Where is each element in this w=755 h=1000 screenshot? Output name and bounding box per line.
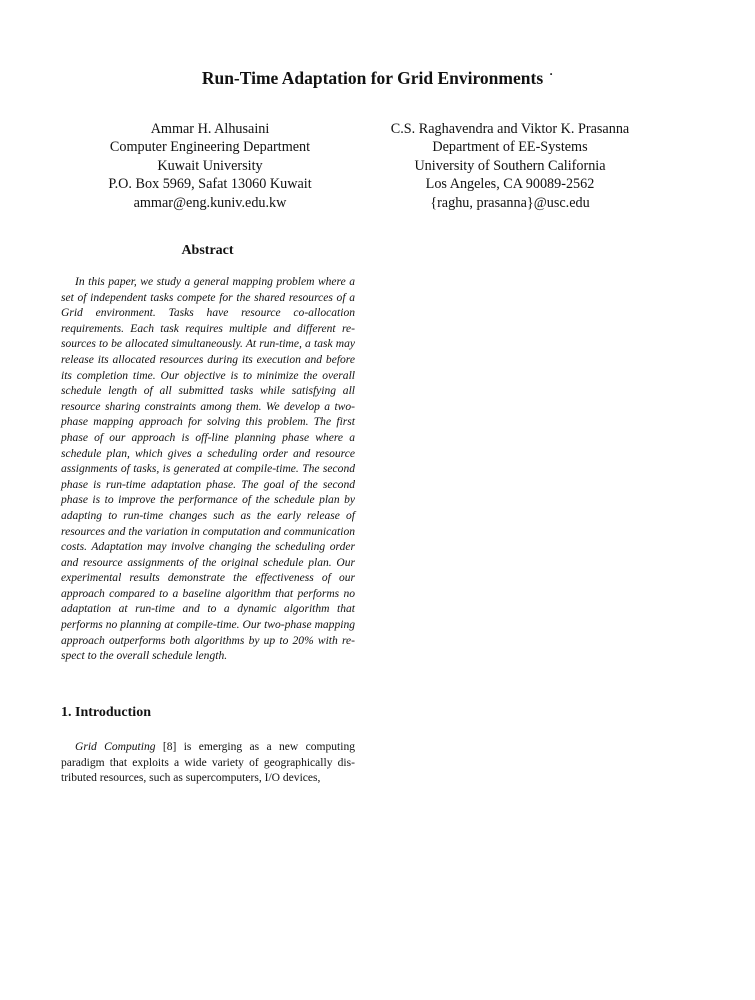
paper-title [0,68,755,89]
author-block-right [360,120,660,212]
author-name: C.S. Raghavendra and Viktor K. Prasanna [390,121,630,137]
section-heading-introduction: 1. Introduction [61,705,151,720]
author-block-left [60,120,360,212]
intro-lead-italic: Grid Computing [75,741,156,753]
introduction-paragraph [61,740,355,787]
title-footnote-mark: · [549,67,554,81]
intro-text: [8] is emerging as a new computing paradigm that exploits a wide variety of geographically distributed resources, such as supercomputers, I/O devices, [61,741,356,785]
author-email: {raghu, prasanna}@usc.edu [430,194,590,211]
author-institution: Kuwait University [157,157,263,174]
author-address: P.O. Box 5969, Safat 13060 Kuwait [108,176,312,193]
abstract-heading: Abstract [181,243,234,258]
author-institution: University of Southern California [414,157,606,174]
author-name: Ammar H. Alhusaini [150,121,270,137]
author-department: Department of EE-Systems [432,139,588,156]
title-text: Run-Time Adaptation for Grid Environments [201,68,544,88]
abstract-body: In this paper, we study a general mapping problem where a set of independent tasks compete for the shared resources of a Grid environment. Tasks have resource co-allocation requirements. Each task requires multiple and different resources to be allocated simultaneously. At run-time, a task may release its allocated resources during its execution and before its completion time. Our objective is to minimize the overall schedule length of all submitted tasks while satisfying all resource sharing constraints among them. We develop a two-phase mapping approach for solving this problem. The first phase of our approach is off-line planning phase where a schedule plan, which gives a scheduling order and resource assignments of tasks, is generated at compile-time. The second phase is run-time adaptation phase. The goal of the second phase is to improve the performance of the schedule plan by adapting to run-time changes such as the early release of resources and the variation in computation and communication costs. Adaptation may involve changing the scheduling order and resource assignments of the original schedule plan. Our experimental results demonstrate the effectiveness of our approach compared to a baseline algorithm that performs no adaptation at run-time and to a dynamic algorithm that performs no planning at compile-time. Our two-phase mapping approach outperforms both algorithms by up to 20% with respect to the overall schedule length. [61,276,355,663]
author-department: Computer Engineering Department [109,139,311,156]
author-address: Los Angeles, CA 90089-2562 [425,176,595,193]
author-email: ammar@eng.kuniv.edu.kw [133,194,287,211]
